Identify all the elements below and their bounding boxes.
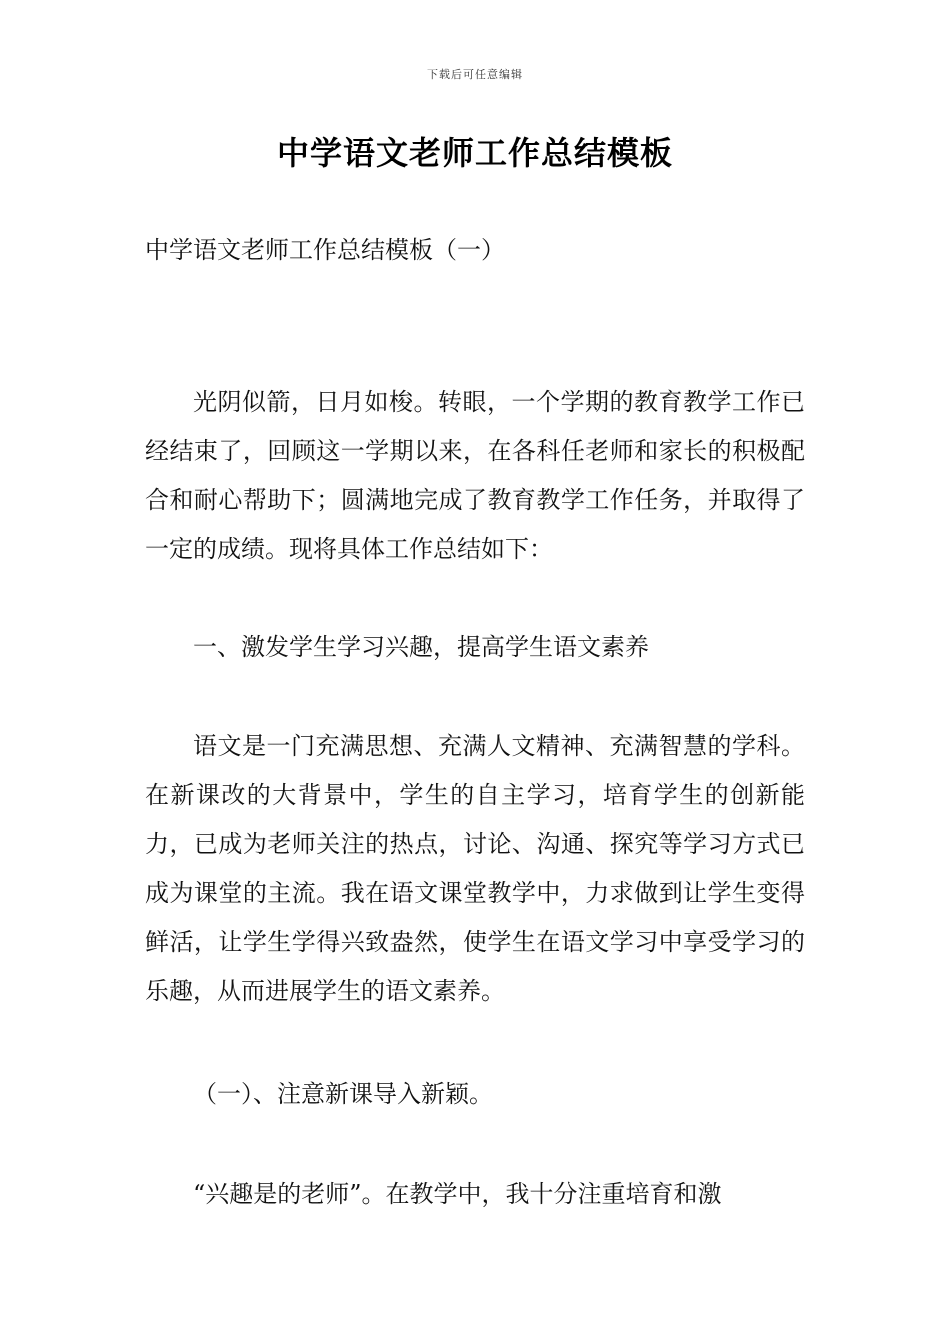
section-paragraph-1: 语文是一门充满思想、充满人文精神、充满智慧的学科。在新课改的大背景中，学生的自主学习，培育学生的创新能力，已成为老师关注的热点，讨论、沟通、探究等学习方式已成为课堂的主流。我在语文课堂教学中，力求做到让学生变得鲜活，让学生学得兴致盎然，使学生在语文学习中享受学习的乐趣，从而进展学生的语文素养。: [145, 732, 805, 1005]
document-title: 中学语文老师工作总结模板: [276, 134, 673, 172]
subsection-heading-1: （一）、注意新课导入新颖。: [193, 1080, 493, 1108]
header-note: 下载后可任意编辑: [427, 68, 523, 81]
intro-paragraph: 光阴似箭，日月如梭。转眼，一个学期的教育教学工作已经结束了，回顾这一学期以来，在各科任老师和家长的积极配合和耐心帮助下；圆满地完成了教育教学工作任务，并取得了一定的成绩。现将具体工作总结如下：: [145, 388, 805, 563]
document-subtitle: 中学语文老师工作总结模板（一）: [145, 236, 505, 264]
section-heading-1: 一、激发学生学习兴趣，提高学生语文素养: [193, 633, 649, 661]
subsection-paragraph-1: “兴趣是的老师”。在教学中，我十分注重培育和激: [193, 1180, 722, 1208]
